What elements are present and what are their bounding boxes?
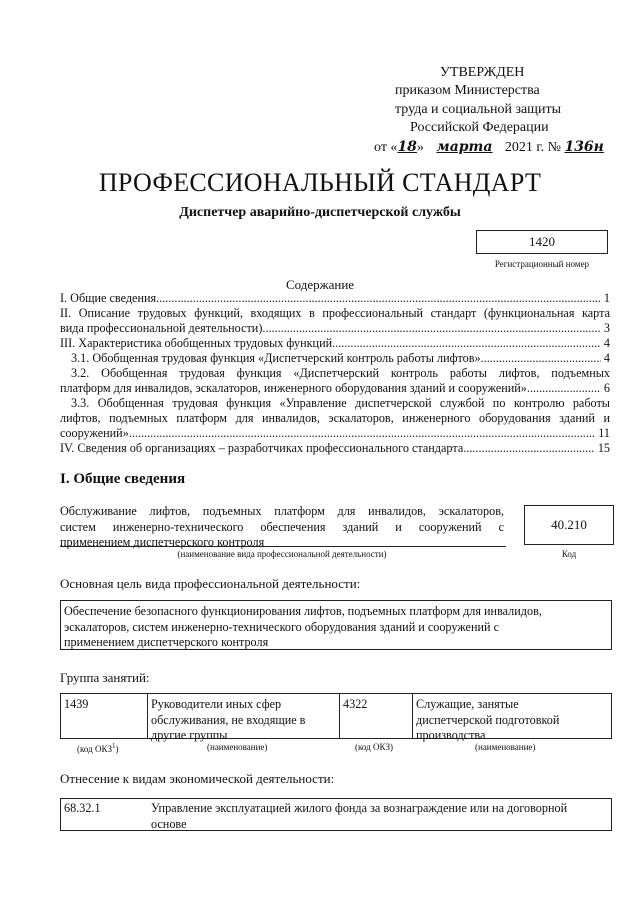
toc-item[interactable]: 3.3. Обобщенная трудовая функция «Управление диспетчерской службой по контролю работы лифтов, подъемных платформ для инвалидов, эскалаторов, инженерного оборудования зданий и сооружений» ..... 11 (71, 396, 610, 441)
group-code-1: 1439 (64, 697, 89, 711)
toc-title: Содержание (285, 277, 355, 292)
activity-underline (60, 546, 506, 547)
approval-title: УТВЕРЖДЕН (440, 65, 525, 80)
group-caption-code2: (код ОКЗ) (355, 742, 393, 752)
approval-country: Российской Федерации (410, 120, 549, 136)
group-name-1: Руководители иных сфер обслуживания, не входящие в другие группы (151, 697, 306, 742)
registration-caption: Регистрационный номер (494, 259, 590, 269)
section-heading: I. Общие сведения (60, 471, 186, 487)
toc-item[interactable]: IV. Сведения об организациях – разработчиках профессионального стандарта ..... 15 (60, 441, 610, 456)
goal-box: Обеспечение безопасного функционирования лифтов, подъемных платформ для инвалидов, эскалаторов, систем инженерно-технического оборудования зданий и сооружений с применением диспетчерского контроля (60, 600, 612, 650)
toc-item[interactable]: II. Описание трудовых функций, входящих в профессиональный стандарт (функциональная карта вида профессиональной деятельности) ..... 3 (60, 306, 610, 336)
approval-month: марта (436, 138, 493, 155)
approval-number: 136н (564, 138, 604, 155)
toc-item[interactable]: I. Общие сведения ..... 1 (60, 291, 610, 306)
group-label: Группа занятий: (60, 670, 150, 685)
activity-name: Обслуживание лифтов, подъемных платформ для инвалидов, эскалаторов, систем инженерно-технического обеспечения зданий и сооружений с применением диспетчерского контроля (60, 504, 504, 549)
okved-name: Управление эксплуатацией жилого фонда за вознаграждение или на договорной основе (151, 801, 568, 831)
group-name-2: Служащие, занятые диспетчерской подготовкой производства (416, 697, 560, 742)
toc-item[interactable]: III. Характеристика обобщенных трудовых функций ..... 4 (60, 336, 610, 351)
group-caption-code1: (код ОКЗ$^1$) (77, 742, 119, 754)
okved-code: 68.32.1 (64, 801, 101, 815)
approval-order: приказом Министерства (395, 83, 540, 99)
toc-item[interactable]: 3.1. Обобщенная трудовая функция «Диспетчерский контроль работы лифтов» ..... 4 (71, 351, 610, 366)
approval-date-line: от «18» марта 2021 г. № 136н (374, 138, 604, 155)
code-caption: Код (561, 549, 577, 559)
document-title: ПРОФЕССИОНАЛЬНЫЙ СТАНДАРТ (98, 168, 542, 197)
activity-code-box: 40.210 (524, 505, 614, 545)
group-code-2: 4322 (343, 697, 368, 711)
okved-label: Отнесение к видам экономической деятельности: (60, 771, 335, 786)
document-subtitle: Диспетчер аварийно-диспетчерской службы (179, 205, 461, 220)
goal-label: Основная цель вида профессиональной деятельности: (60, 576, 361, 591)
approval-block (374, 64, 618, 157)
activity-caption: (наименование вида профессиональной деятельности) (177, 549, 387, 559)
approval-ministry: труда и социальной защиты (395, 101, 561, 117)
occupation-group-table (60, 693, 612, 742)
toc-item[interactable]: 3.2. Обобщенная трудовая функция «Диспетчерский контроль работы лифтов, подъемных платформ для инвалидов, эскалаторов, инженерного оборудования зданий и сооружений» ..... 6 (71, 366, 610, 396)
group-caption-name2: (наименование) (475, 742, 536, 752)
group-caption-name1: (наименование) (207, 742, 268, 752)
registration-number-box: 1420 (476, 230, 608, 254)
okved-table (60, 798, 612, 831)
approval-day: 18 (397, 138, 417, 155)
